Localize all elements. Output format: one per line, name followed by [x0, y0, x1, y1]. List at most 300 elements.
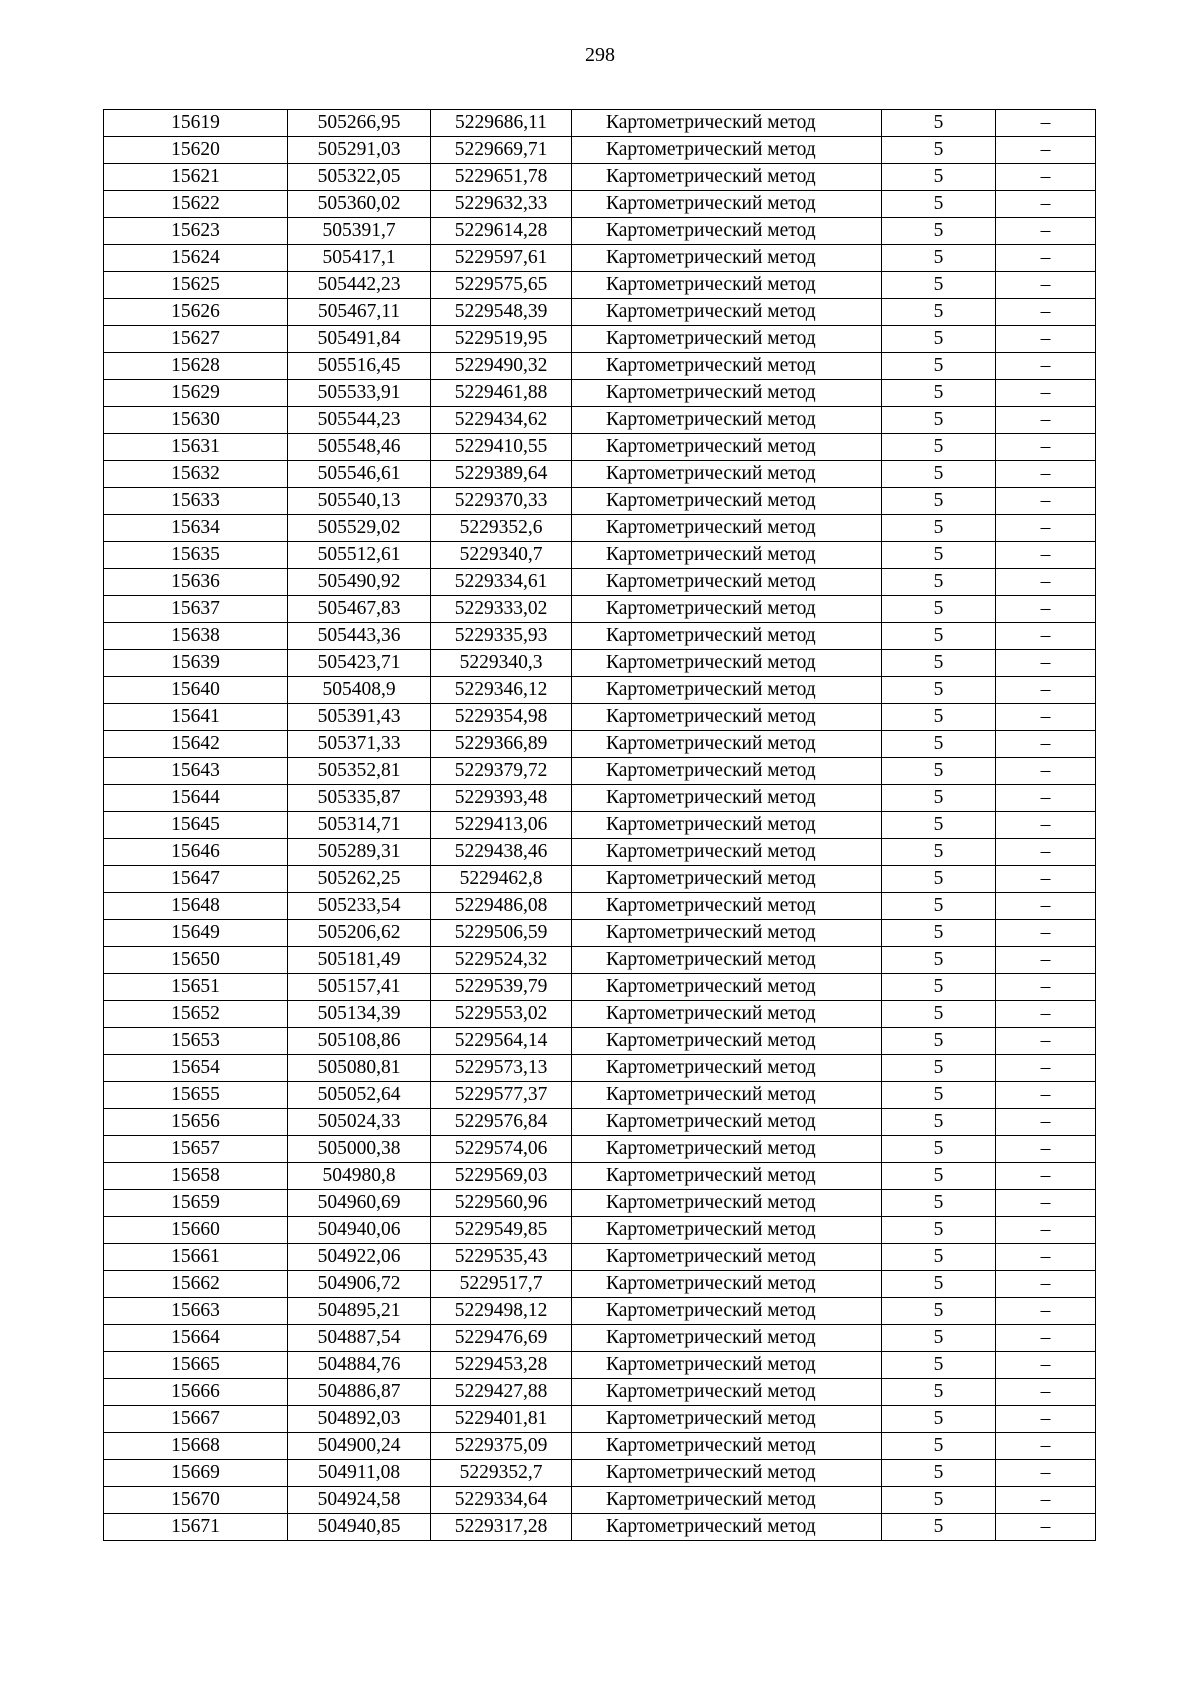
point-id-cell: 15663	[104, 1298, 288, 1325]
table-row	[104, 1028, 1096, 1055]
table-row	[104, 569, 1096, 596]
point-id-cell: 15665	[104, 1352, 288, 1379]
accuracy-cell: 5	[882, 1487, 996, 1514]
y-coordinate-cell: 5229486,08	[431, 893, 572, 920]
note-cell: –	[996, 353, 1096, 380]
table-row	[104, 110, 1096, 137]
method-cell: Картометрический метод	[572, 218, 882, 245]
accuracy-cell: 5	[882, 893, 996, 920]
point-id-cell: 15664	[104, 1325, 288, 1352]
y-coordinate-cell: 5229574,06	[431, 1136, 572, 1163]
accuracy-cell: 5	[882, 731, 996, 758]
accuracy-cell: 5	[882, 434, 996, 461]
accuracy-cell: 5	[882, 542, 996, 569]
table-row	[104, 1460, 1096, 1487]
note-cell: –	[996, 893, 1096, 920]
method-cell: Картометрический метод	[572, 1433, 882, 1460]
y-coordinate-cell: 5229462,8	[431, 866, 572, 893]
method-cell: Картометрический метод	[572, 1082, 882, 1109]
x-coordinate-cell: 505335,87	[288, 785, 431, 812]
point-id-cell: 15651	[104, 974, 288, 1001]
point-id-cell: 15645	[104, 812, 288, 839]
y-coordinate-cell: 5229476,69	[431, 1325, 572, 1352]
accuracy-cell: 5	[882, 1244, 996, 1271]
y-coordinate-cell: 5229333,02	[431, 596, 572, 623]
x-coordinate-cell: 505529,02	[288, 515, 431, 542]
x-coordinate-cell: 505442,23	[288, 272, 431, 299]
table-row	[104, 515, 1096, 542]
table-row	[104, 1379, 1096, 1406]
note-cell: –	[996, 812, 1096, 839]
accuracy-cell: 5	[882, 1163, 996, 1190]
accuracy-cell: 5	[882, 1325, 996, 1352]
method-cell: Картометрический метод	[572, 785, 882, 812]
y-coordinate-cell: 5229366,89	[431, 731, 572, 758]
y-coordinate-cell: 5229597,61	[431, 245, 572, 272]
method-cell: Картометрический метод	[572, 1109, 882, 1136]
accuracy-cell: 5	[882, 866, 996, 893]
point-id-cell: 15669	[104, 1460, 288, 1487]
x-coordinate-cell: 505080,81	[288, 1055, 431, 1082]
note-cell: –	[996, 218, 1096, 245]
note-cell: –	[996, 839, 1096, 866]
x-coordinate-cell: 505360,02	[288, 191, 431, 218]
method-cell: Картометрический метод	[572, 407, 882, 434]
y-coordinate-cell: 5229535,43	[431, 1244, 572, 1271]
method-cell: Картометрический метод	[572, 1298, 882, 1325]
note-cell: –	[996, 1325, 1096, 1352]
x-coordinate-cell: 505544,23	[288, 407, 431, 434]
point-id-cell: 15660	[104, 1217, 288, 1244]
note-cell: –	[996, 1136, 1096, 1163]
table-row	[104, 677, 1096, 704]
y-coordinate-cell: 5229632,33	[431, 191, 572, 218]
x-coordinate-cell: 505491,84	[288, 326, 431, 353]
table-row	[104, 785, 1096, 812]
accuracy-cell: 5	[882, 704, 996, 731]
note-cell: –	[996, 1244, 1096, 1271]
x-coordinate-cell: 505408,9	[288, 677, 431, 704]
note-cell: –	[996, 461, 1096, 488]
method-cell: Картометрический метод	[572, 947, 882, 974]
table-row	[104, 1352, 1096, 1379]
x-coordinate-cell: 505181,49	[288, 947, 431, 974]
x-coordinate-cell: 504980,8	[288, 1163, 431, 1190]
table-row	[104, 434, 1096, 461]
table-row	[104, 650, 1096, 677]
note-cell: –	[996, 569, 1096, 596]
accuracy-cell: 5	[882, 1001, 996, 1028]
accuracy-cell: 5	[882, 488, 996, 515]
point-id-cell: 15627	[104, 326, 288, 353]
point-id-cell: 15652	[104, 1001, 288, 1028]
accuracy-cell: 5	[882, 299, 996, 326]
table-row	[104, 326, 1096, 353]
x-coordinate-cell: 505391,43	[288, 704, 431, 731]
method-cell: Картометрический метод	[572, 326, 882, 353]
note-cell: –	[996, 407, 1096, 434]
x-coordinate-cell: 505391,7	[288, 218, 431, 245]
point-id-cell: 15646	[104, 839, 288, 866]
table-row	[104, 758, 1096, 785]
table-row	[104, 1487, 1096, 1514]
table-row	[104, 839, 1096, 866]
table-row	[104, 1244, 1096, 1271]
y-coordinate-cell: 5229317,28	[431, 1514, 572, 1541]
x-coordinate-cell: 505546,61	[288, 461, 431, 488]
x-coordinate-cell: 505548,46	[288, 434, 431, 461]
point-id-cell: 15656	[104, 1109, 288, 1136]
accuracy-cell: 5	[882, 1271, 996, 1298]
method-cell: Картометрический метод	[572, 893, 882, 920]
point-id-cell: 15657	[104, 1136, 288, 1163]
y-coordinate-cell: 5229517,7	[431, 1271, 572, 1298]
x-coordinate-cell: 504924,58	[288, 1487, 431, 1514]
y-coordinate-cell: 5229575,65	[431, 272, 572, 299]
note-cell: –	[996, 1298, 1096, 1325]
method-cell: Картометрический метод	[572, 812, 882, 839]
point-id-cell: 15641	[104, 704, 288, 731]
method-cell: Картометрический метод	[572, 191, 882, 218]
accuracy-cell: 5	[882, 596, 996, 623]
method-cell: Картометрический метод	[572, 1271, 882, 1298]
accuracy-cell: 5	[882, 569, 996, 596]
y-coordinate-cell: 5229614,28	[431, 218, 572, 245]
note-cell: –	[996, 434, 1096, 461]
table-row	[104, 1001, 1096, 1028]
method-cell: Картометрический метод	[572, 461, 882, 488]
y-coordinate-cell: 5229370,33	[431, 488, 572, 515]
point-id-cell: 15642	[104, 731, 288, 758]
y-coordinate-cell: 5229438,46	[431, 839, 572, 866]
y-coordinate-cell: 5229498,12	[431, 1298, 572, 1325]
x-coordinate-cell: 505291,03	[288, 137, 431, 164]
point-id-cell: 15623	[104, 218, 288, 245]
x-coordinate-cell: 505052,64	[288, 1082, 431, 1109]
point-id-cell: 15629	[104, 380, 288, 407]
y-coordinate-cell: 5229539,79	[431, 974, 572, 1001]
accuracy-cell: 5	[882, 191, 996, 218]
x-coordinate-cell: 504900,24	[288, 1433, 431, 1460]
table-row	[104, 272, 1096, 299]
x-coordinate-cell: 505206,62	[288, 920, 431, 947]
accuracy-cell: 5	[882, 1298, 996, 1325]
note-cell: –	[996, 515, 1096, 542]
point-id-cell: 15658	[104, 1163, 288, 1190]
accuracy-cell: 5	[882, 758, 996, 785]
point-id-cell: 15661	[104, 1244, 288, 1271]
accuracy-cell: 5	[882, 1352, 996, 1379]
x-coordinate-cell: 505443,36	[288, 623, 431, 650]
method-cell: Картометрический метод	[572, 1514, 882, 1541]
point-id-cell: 15647	[104, 866, 288, 893]
y-coordinate-cell: 5229577,37	[431, 1082, 572, 1109]
table-row	[104, 1271, 1096, 1298]
method-cell: Картометрический метод	[572, 866, 882, 893]
note-cell: –	[996, 1163, 1096, 1190]
point-id-cell: 15648	[104, 893, 288, 920]
accuracy-cell: 5	[882, 1217, 996, 1244]
accuracy-cell: 5	[882, 110, 996, 137]
x-coordinate-cell: 505266,95	[288, 110, 431, 137]
method-cell: Картометрический метод	[572, 1244, 882, 1271]
table-row	[104, 542, 1096, 569]
accuracy-cell: 5	[882, 1109, 996, 1136]
y-coordinate-cell: 5229410,55	[431, 434, 572, 461]
point-id-cell: 15626	[104, 299, 288, 326]
accuracy-cell: 5	[882, 947, 996, 974]
table-row	[104, 1406, 1096, 1433]
y-coordinate-cell: 5229564,14	[431, 1028, 572, 1055]
y-coordinate-cell: 5229334,61	[431, 569, 572, 596]
accuracy-cell: 5	[882, 1460, 996, 1487]
y-coordinate-cell: 5229352,7	[431, 1460, 572, 1487]
method-cell: Картометрический метод	[572, 1028, 882, 1055]
note-cell: –	[996, 596, 1096, 623]
y-coordinate-cell: 5229434,62	[431, 407, 572, 434]
table-row	[104, 731, 1096, 758]
accuracy-cell: 5	[882, 1406, 996, 1433]
x-coordinate-cell: 505322,05	[288, 164, 431, 191]
x-coordinate-cell: 505512,61	[288, 542, 431, 569]
y-coordinate-cell: 5229569,03	[431, 1163, 572, 1190]
method-cell: Картометрический метод	[572, 1406, 882, 1433]
note-cell: –	[996, 1487, 1096, 1514]
note-cell: –	[996, 488, 1096, 515]
method-cell: Картометрический метод	[572, 704, 882, 731]
table-row	[104, 1055, 1096, 1082]
method-cell: Картометрический метод	[572, 677, 882, 704]
accuracy-cell: 5	[882, 812, 996, 839]
y-coordinate-cell: 5229560,96	[431, 1190, 572, 1217]
point-id-cell: 15650	[104, 947, 288, 974]
note-cell: –	[996, 1055, 1096, 1082]
table-row	[104, 380, 1096, 407]
x-coordinate-cell: 505371,33	[288, 731, 431, 758]
x-coordinate-cell: 505108,86	[288, 1028, 431, 1055]
y-coordinate-cell: 5229413,06	[431, 812, 572, 839]
y-coordinate-cell: 5229340,3	[431, 650, 572, 677]
note-cell: –	[996, 1190, 1096, 1217]
table-row	[104, 1109, 1096, 1136]
table-row	[104, 893, 1096, 920]
y-coordinate-cell: 5229453,28	[431, 1352, 572, 1379]
point-id-cell: 15640	[104, 677, 288, 704]
page-number: 298	[585, 44, 615, 66]
method-cell: Картометрический метод	[572, 488, 882, 515]
note-cell: –	[996, 1082, 1096, 1109]
table-row	[104, 974, 1096, 1001]
x-coordinate-cell: 504940,06	[288, 1217, 431, 1244]
x-coordinate-cell: 505024,33	[288, 1109, 431, 1136]
accuracy-cell: 5	[882, 1379, 996, 1406]
method-cell: Картометрический метод	[572, 1325, 882, 1352]
point-id-cell: 15670	[104, 1487, 288, 1514]
note-cell: –	[996, 272, 1096, 299]
point-id-cell: 15622	[104, 191, 288, 218]
method-cell: Картометрический метод	[572, 758, 882, 785]
point-id-cell: 15668	[104, 1433, 288, 1460]
note-cell: –	[996, 1460, 1096, 1487]
accuracy-cell: 5	[882, 380, 996, 407]
point-id-cell: 15659	[104, 1190, 288, 1217]
y-coordinate-cell: 5229576,84	[431, 1109, 572, 1136]
accuracy-cell: 5	[882, 1028, 996, 1055]
method-cell: Картометрический метод	[572, 974, 882, 1001]
table-row	[104, 245, 1096, 272]
point-id-cell: 15638	[104, 623, 288, 650]
table-row	[104, 1190, 1096, 1217]
method-cell: Картометрический метод	[572, 1190, 882, 1217]
accuracy-cell: 5	[882, 974, 996, 1001]
accuracy-cell: 5	[882, 137, 996, 164]
accuracy-cell: 5	[882, 407, 996, 434]
point-id-cell: 15630	[104, 407, 288, 434]
note-cell: –	[996, 623, 1096, 650]
note-cell: –	[996, 704, 1096, 731]
method-cell: Картометрический метод	[572, 137, 882, 164]
accuracy-cell: 5	[882, 245, 996, 272]
method-cell: Картометрический метод	[572, 596, 882, 623]
note-cell: –	[996, 785, 1096, 812]
note-cell: –	[996, 650, 1096, 677]
note-cell: –	[996, 110, 1096, 137]
y-coordinate-cell: 5229524,32	[431, 947, 572, 974]
y-coordinate-cell: 5229490,32	[431, 353, 572, 380]
accuracy-cell: 5	[882, 272, 996, 299]
method-cell: Картометрический метод	[572, 542, 882, 569]
coordinates-table	[103, 109, 1096, 1541]
table-row	[104, 218, 1096, 245]
x-coordinate-cell: 505157,41	[288, 974, 431, 1001]
table-row	[104, 920, 1096, 947]
x-coordinate-cell: 505467,83	[288, 596, 431, 623]
y-coordinate-cell: 5229427,88	[431, 1379, 572, 1406]
y-coordinate-cell: 5229461,88	[431, 380, 572, 407]
table-row	[104, 1433, 1096, 1460]
y-coordinate-cell: 5229506,59	[431, 920, 572, 947]
method-cell: Картометрический метод	[572, 1217, 882, 1244]
point-id-cell: 15655	[104, 1082, 288, 1109]
point-id-cell: 15637	[104, 596, 288, 623]
accuracy-cell: 5	[882, 839, 996, 866]
method-cell: Картометрический метод	[572, 569, 882, 596]
x-coordinate-cell: 505314,71	[288, 812, 431, 839]
method-cell: Картометрический метод	[572, 1163, 882, 1190]
x-coordinate-cell: 505233,54	[288, 893, 431, 920]
point-id-cell: 15621	[104, 164, 288, 191]
method-cell: Картометрический метод	[572, 839, 882, 866]
note-cell: –	[996, 1514, 1096, 1541]
x-coordinate-cell: 505000,38	[288, 1136, 431, 1163]
note-cell: –	[996, 326, 1096, 353]
y-coordinate-cell: 5229352,6	[431, 515, 572, 542]
point-id-cell: 15649	[104, 920, 288, 947]
method-cell: Картометрический метод	[572, 650, 882, 677]
note-cell: –	[996, 542, 1096, 569]
note-cell: –	[996, 245, 1096, 272]
note-cell: –	[996, 866, 1096, 893]
y-coordinate-cell: 5229548,39	[431, 299, 572, 326]
note-cell: –	[996, 137, 1096, 164]
point-id-cell: 15653	[104, 1028, 288, 1055]
x-coordinate-cell: 504911,08	[288, 1460, 431, 1487]
method-cell: Картометрический метод	[572, 515, 882, 542]
accuracy-cell: 5	[882, 1136, 996, 1163]
table-row	[104, 299, 1096, 326]
method-cell: Картометрический метод	[572, 434, 882, 461]
accuracy-cell: 5	[882, 1082, 996, 1109]
table-row	[104, 623, 1096, 650]
x-coordinate-cell: 504906,72	[288, 1271, 431, 1298]
table-row	[104, 596, 1096, 623]
method-cell: Картометрический метод	[572, 110, 882, 137]
table-row	[104, 1136, 1096, 1163]
x-coordinate-cell: 505516,45	[288, 353, 431, 380]
table-row	[104, 353, 1096, 380]
table-row	[104, 1514, 1096, 1541]
point-id-cell: 15639	[104, 650, 288, 677]
accuracy-cell: 5	[882, 1055, 996, 1082]
y-coordinate-cell: 5229553,02	[431, 1001, 572, 1028]
x-coordinate-cell: 504895,21	[288, 1298, 431, 1325]
accuracy-cell: 5	[882, 353, 996, 380]
note-cell: –	[996, 677, 1096, 704]
y-coordinate-cell: 5229669,71	[431, 137, 572, 164]
x-coordinate-cell: 505289,31	[288, 839, 431, 866]
point-id-cell: 15643	[104, 758, 288, 785]
accuracy-cell: 5	[882, 623, 996, 650]
method-cell: Картометрический метод	[572, 164, 882, 191]
accuracy-cell: 5	[882, 1190, 996, 1217]
note-cell: –	[996, 758, 1096, 785]
y-coordinate-cell: 5229686,11	[431, 110, 572, 137]
accuracy-cell: 5	[882, 920, 996, 947]
point-id-cell: 15667	[104, 1406, 288, 1433]
y-coordinate-cell: 5229549,85	[431, 1217, 572, 1244]
point-id-cell: 15671	[104, 1514, 288, 1541]
point-id-cell: 15634	[104, 515, 288, 542]
point-id-cell: 15619	[104, 110, 288, 137]
point-id-cell: 15635	[104, 542, 288, 569]
method-cell: Картометрический метод	[572, 1055, 882, 1082]
table-row	[104, 1217, 1096, 1244]
accuracy-cell: 5	[882, 164, 996, 191]
accuracy-cell: 5	[882, 461, 996, 488]
y-coordinate-cell: 5229389,64	[431, 461, 572, 488]
method-cell: Картометрический метод	[572, 920, 882, 947]
accuracy-cell: 5	[882, 1433, 996, 1460]
point-id-cell: 15628	[104, 353, 288, 380]
point-id-cell: 15633	[104, 488, 288, 515]
y-coordinate-cell: 5229573,13	[431, 1055, 572, 1082]
x-coordinate-cell: 504886,87	[288, 1379, 431, 1406]
table-row	[104, 191, 1096, 218]
note-cell: –	[996, 1433, 1096, 1460]
y-coordinate-cell: 5229335,93	[431, 623, 572, 650]
table-row	[104, 137, 1096, 164]
table-row	[104, 164, 1096, 191]
accuracy-cell: 5	[882, 326, 996, 353]
x-coordinate-cell: 505423,71	[288, 650, 431, 677]
y-coordinate-cell: 5229519,95	[431, 326, 572, 353]
note-cell: –	[996, 947, 1096, 974]
y-coordinate-cell: 5229346,12	[431, 677, 572, 704]
x-coordinate-cell: 505417,1	[288, 245, 431, 272]
y-coordinate-cell: 5229354,98	[431, 704, 572, 731]
coordinates-table-body	[104, 110, 1096, 1541]
method-cell: Картометрический метод	[572, 1352, 882, 1379]
